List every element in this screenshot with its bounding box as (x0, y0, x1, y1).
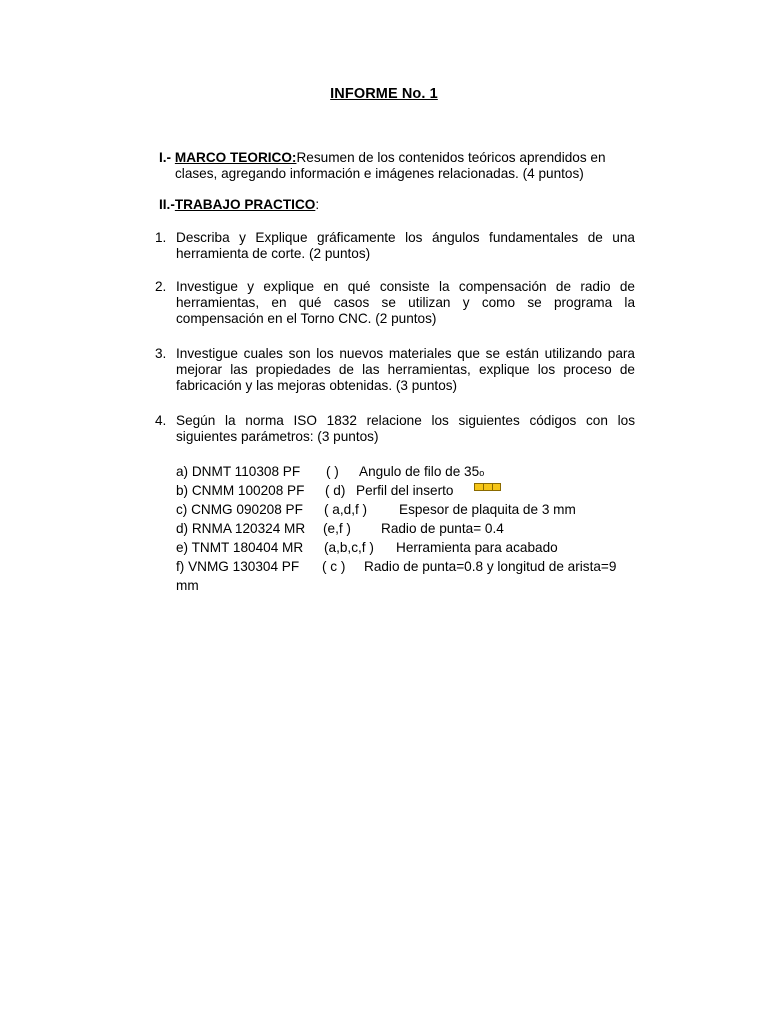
section-trabajo-practico (159, 197, 635, 213)
list-item-number: 1. (155, 230, 167, 245)
code-answer: (a,b,c,f ) (324, 540, 374, 555)
code-description: Perfil del inserto (356, 483, 454, 498)
code-description-text: Angulo de filo de 35 (359, 464, 480, 479)
code-description (359, 464, 484, 481)
code-row (176, 464, 646, 483)
code-description: Radio de punta=0.8 y longitud de arista=9 (364, 559, 617, 574)
code-row (176, 483, 646, 502)
section1-number: I.- (159, 150, 172, 165)
list-item-text: Investigue y explique en qué consiste la compensación de radio de herramientas, en qué casos se utilizan y como se programa la compensación en el Torno CNC. (2 puntos) (176, 279, 635, 326)
code-label: e) TNMT 180404 MR (176, 540, 304, 555)
section1-text-line1: Resumen de los contenidos teóricos aprendidos en (296, 150, 606, 165)
section2-number: II.- (159, 197, 175, 212)
code-answer: ( c ) (322, 559, 346, 574)
list-item-number: 4. (155, 413, 167, 428)
code-continuation (176, 578, 646, 597)
code-answer: ( a,d,f ) (324, 502, 368, 517)
list-item-number: 3. (155, 346, 167, 361)
section1-text-line2: clases, agregando información e imágenes relacionadas. (4 puntos) (175, 166, 584, 181)
code-description: Herramienta para acabado (396, 540, 558, 555)
code-row (176, 502, 646, 521)
code-answer: (e,f ) (323, 521, 351, 536)
code-answer: ( ) (326, 464, 339, 479)
list-item-text: Según la norma ISO 1832 relacione los siguientes códigos con los siguientes parámetros: (3 puntos) (176, 413, 635, 444)
code-label: f) VNMG 130304 PF (176, 559, 300, 574)
list-item (155, 413, 635, 445)
code-row (176, 540, 646, 559)
list-item-text: Investigue cuales son los nuevos materiales que se están utilizando para mejorar las propiedades de las herramientas, explique los proceso de fabricación y las mejoras obtenidas. (3 puntos) (176, 346, 635, 393)
code-label: b) CNMM 100208 PF (176, 483, 305, 498)
code-row (176, 559, 646, 578)
code-continuation-text: mm (176, 578, 199, 593)
code-answer: ( d) (325, 483, 346, 498)
section-marco-teorico (159, 150, 635, 182)
code-label: a) DNMT 110308 PF (176, 464, 301, 479)
list-item (155, 230, 635, 262)
insert-shape-icon (474, 483, 501, 491)
code-description: Espesor de plaquita de 3 mm (399, 502, 576, 517)
code-description: Radio de punta= 0.4 (381, 521, 504, 536)
iso-code-list (176, 464, 646, 597)
code-label: c) CNMG 090208 PF (176, 502, 303, 517)
section1-heading: MARCO TEORICO: (174, 150, 297, 165)
list-item-number: 2. (155, 279, 167, 294)
section2-suffix: : (315, 197, 320, 212)
list-item (155, 346, 635, 394)
section2-heading: TRABAJO PRACTICO (174, 197, 316, 212)
list-item (155, 279, 635, 327)
degree-symbol: o (479, 468, 485, 478)
code-row (176, 521, 646, 540)
code-label: d) RNMA 120324 MR (176, 521, 306, 536)
list-item-text: Describa y Explique gráficamente los ángulos fundamentales de una herramienta de corte. (2 puntos) (176, 230, 635, 261)
page-title: INFORME No. 1 (330, 86, 438, 102)
